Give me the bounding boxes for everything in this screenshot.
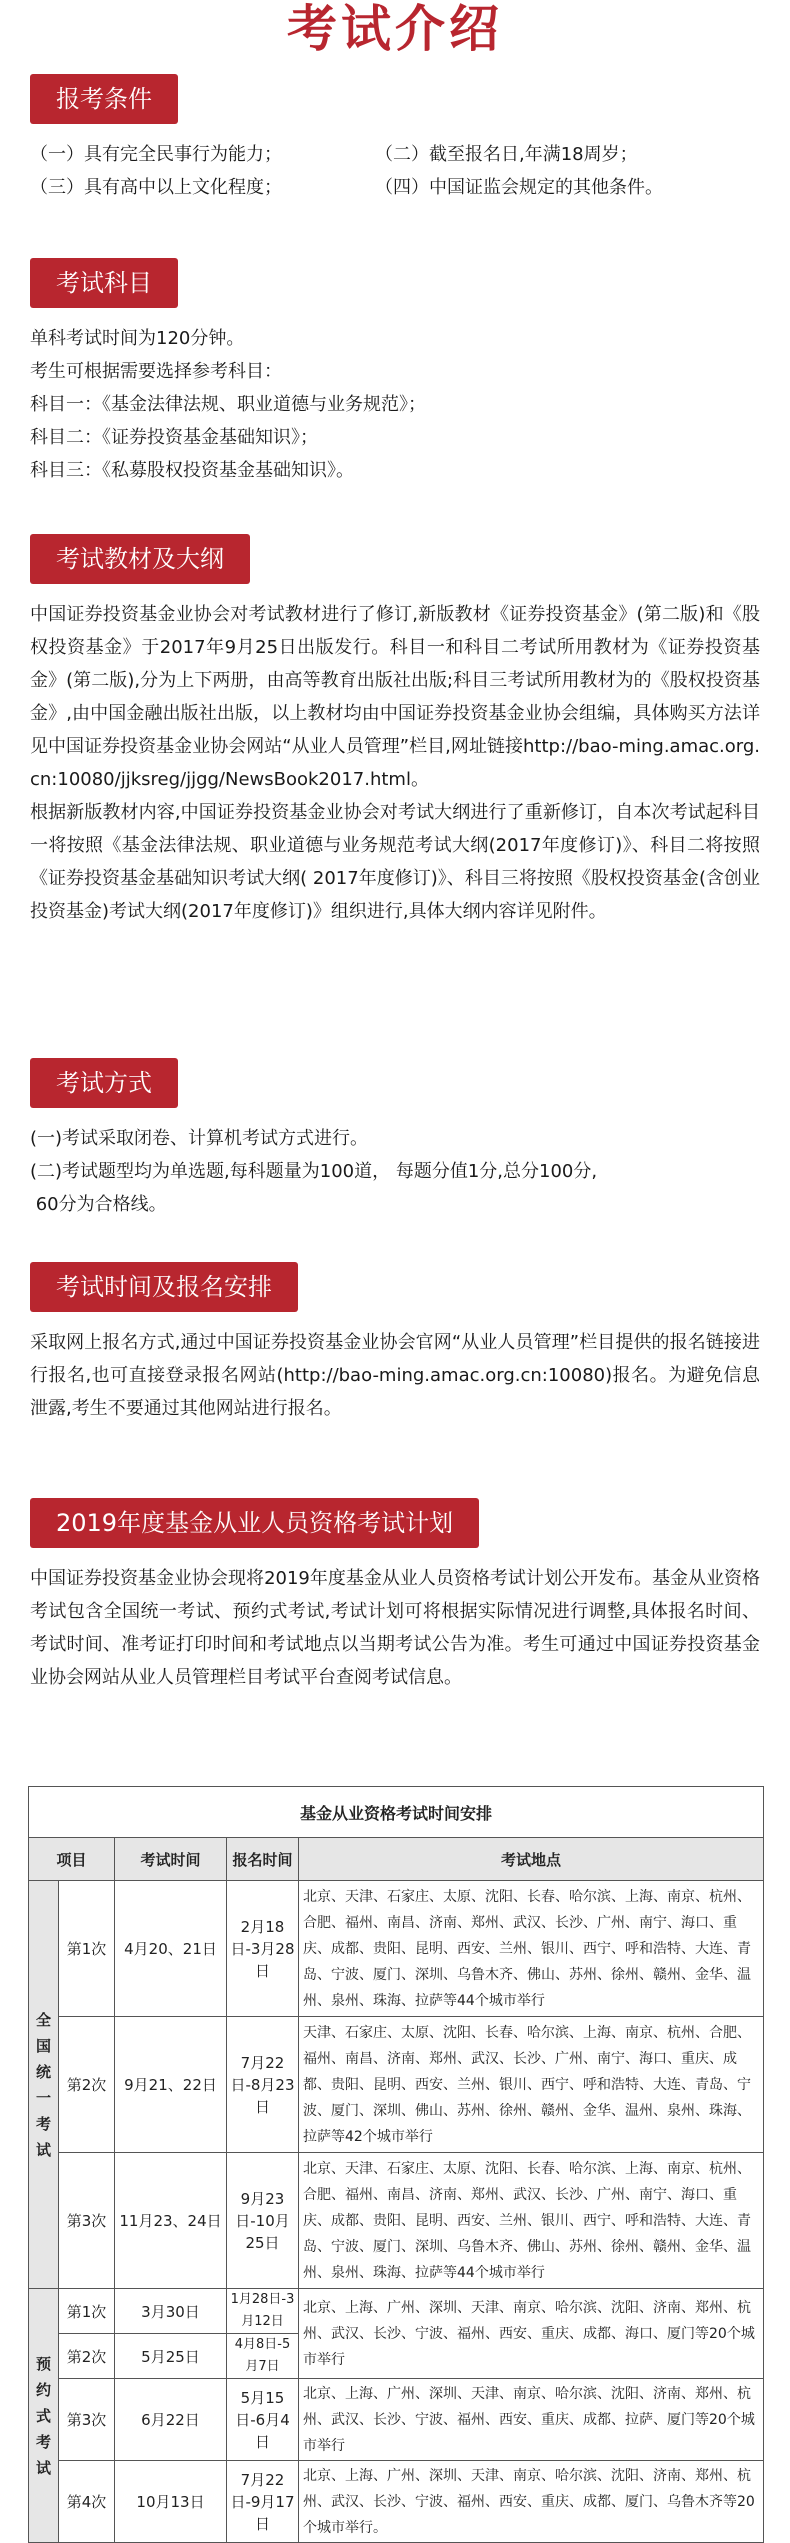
reg-time-cell: 7月22日-9月17日 — [227, 2461, 299, 2543]
session-cell: 第3次 — [59, 2153, 115, 2289]
method-section — [0, 1058, 790, 1221]
exam-time-cell: 11月23、24日 — [115, 2153, 227, 2289]
subjects-line: 单科考试时间为120分钟。 — [30, 328, 245, 349]
table-row — [29, 1881, 764, 2017]
materials-section — [0, 534, 790, 928]
session-cell: 第3次 — [59, 2379, 115, 2461]
page-title: 考试介绍 — [287, 0, 503, 58]
locations-cell: 北京、上海、广州、深圳、天津、南京、哈尔滨、沈阳、济南、郑州、杭州、武汉、长沙、宁波、福州、西安、重庆、成都、厦门、乌鲁木齐等20个城市举行。 — [299, 2461, 764, 2543]
conditions-row-1 — [30, 138, 720, 171]
plan-paragraph: 中国证券投资基金业协会现将2019年度基金从业人员资格考试计划公开发布。基金从业资格考试包含全国统一考试、预约式考试,考试计划可将根据实际情况进行调整,具体报名时间、考试时间、准考证打印时间和考试地点以当期考试公告为准。考生可通过中国证券投资基金业协会网站从业人员管理栏目考试平台查阅考试信息。 — [30, 1568, 760, 1688]
subjects-line: 科目三：《私募股权投资基金基础知识》。 — [30, 460, 354, 481]
table-row — [29, 2017, 764, 2153]
conditions-section — [0, 74, 750, 204]
method-line: (二)考试题型均为单选题,每科题量为100道， 每题分值1分,总分100分, — [30, 1161, 598, 1182]
condition-item: （一）具有完全民事行为能力； — [30, 144, 282, 165]
group-reservation: 预 约 式 考 试 — [29, 2289, 59, 2543]
plan-heading: 2019年度基金从业人员资格考试计划 — [30, 1498, 479, 1548]
locations-cell: 北京、天津、石家庄、太原、沈阳、长春、哈尔滨、上海、南京、杭州、合肥、福州、南昌、济南、郑州、武汉、长沙、广州、南宁、海口、重庆、成都、贵阳、昆明、西安、兰州、银川、西宁、呼和浩特、大连、青岛、宁波、厦门、深圳、乌鲁木齐、佛山、苏州、徐州、赣州、金华、温州、泉州、珠海、拉萨等44个城市举行 — [299, 1881, 764, 2017]
registration-paragraph: 采取网上报名方式,通过中国证券投资基金业协会官网“从业人员管理”栏目提供的报名链接进行报名,也可直接登录报名网站(http://bao-ming.amac.org.cn:10080)报名。为避免信息泄露,考生不要通过其他网站进行报名。 — [30, 1332, 760, 1419]
exam-time-cell: 6月22日 — [115, 2379, 227, 2461]
locations-cell: 天津、石家庄、太原、沈阳、长春、哈尔滨、上海、南京、杭州、合肥、福州、南昌、济南、郑州、武汉、长沙、广州、南宁、海口、重庆、成都、贵阳、昆明、西安、兰州、银川、西宁、呼和浩特、大连、青岛、宁波、厦门、深圳、佛山、苏州、徐州、赣州、金华、温州、泉州、珠海、拉萨等42个城市举行 — [299, 2017, 764, 2153]
subjects-line: 考生可根据需要选择参考科目： — [30, 361, 282, 382]
exam-schedule-table — [28, 1786, 764, 2543]
locations-cell: 北京、天津、石家庄、太原、沈阳、长春、哈尔滨、上海、南京、杭州、合肥、福州、南昌、济南、郑州、武汉、长沙、广州、南宁、海口、重庆、成都、贵阳、昆明、西安、兰州、银川、西宁、呼和浩特、大连、青岛、宁波、厦门、深圳、乌鲁木齐、佛山、苏州、徐州、赣州、金华、温州、泉州、珠海、拉萨等44个城市举行 — [299, 2153, 764, 2289]
registration-heading: 考试时间及报名安排 — [30, 1262, 298, 1312]
header-locations: 考试地点 — [299, 1838, 764, 1881]
condition-item: （四）中国证监会规定的其他条件。 — [375, 177, 663, 198]
materials-paragraph: 中国证券投资基金业协会对考试教材进行了修订,新版教材《证券投资基金》(第二版)和《股权投资基金》于2017年9月25日出版发行。科目一和科目二考试所用教材为《证券投资基金》(第二版),分为上下两册，由高等教育出版社出版;科目三考试所用教材为的《股权投资基金》,由中国金融出版社出版，以上教材均由中国证券投资基金业协会组编，具体购买方法详见中国证券投资基金业协会网站“从业人员管理”栏目,网址链接http://bao-ming.amac.org.cn:10080/jjksreg/jjgg/NewsBook2017.html。 — [30, 604, 760, 790]
reg-time-cell: 7月22日-8月23日 — [227, 2017, 299, 2153]
table-row — [29, 2379, 764, 2461]
exam-time-cell: 9月21、22日 — [115, 2017, 227, 2153]
subjects-line: 科目二：《证券投资基金基础知识》； — [30, 427, 318, 448]
materials-paragraph: 根据新版教材内容,中国证券投资基金业协会对考试大纲进行了重新修订，自本次考试起科目一将按照《基金法律法规、职业道德与业务规范考试大纲(2017年度修订)》、科目二将按照《证券投资基金基础知识考试大纲( 2017年度修订)》、科目三将按照《股权投资基金(含创业投资基金)考试大纲(2017年度修订)》组织进行,具体大纲内容详见附件。 — [30, 802, 760, 922]
schedule-caption: 基金从业资格考试时间安排 — [29, 1787, 764, 1838]
session-cell: 第1次 — [59, 1881, 115, 2017]
reg-time-cell: 2月18日-3月28日 — [227, 1881, 299, 2017]
group-national: 全 国 统 一 考 试 — [29, 1881, 59, 2289]
session-cell: 第2次 — [59, 2017, 115, 2153]
table-row — [29, 2461, 764, 2543]
reg-time-cell: 9月23日-10月25日 — [227, 2153, 299, 2289]
locations-cell: 北京、上海、广州、深圳、天津、南京、哈尔滨、沈阳、济南、郑州、杭州、武汉、长沙、宁波、福州、西安、重庆、成都、海口、厦门等20个城市举行 — [299, 2289, 764, 2379]
exam-time-cell: 5月25日 — [115, 2334, 227, 2379]
header-reg-time: 报名时间 — [227, 1838, 299, 1881]
reg-time-cell: 4月8日-5月7日 — [227, 2334, 299, 2379]
materials-heading: 考试教材及大纲 — [30, 534, 250, 584]
subjects-heading: 考试科目 — [30, 258, 178, 308]
session-cell: 第1次 — [59, 2289, 115, 2334]
method-line: (一)考试采取闭卷、计算机考试方式进行。 — [30, 1128, 369, 1149]
condition-item: （二）截至报名日,年满18周岁； — [375, 144, 638, 165]
method-heading: 考试方式 — [30, 1058, 178, 1108]
session-cell: 第4次 — [59, 2461, 115, 2543]
table-row — [29, 2289, 764, 2334]
exam-time-cell: 3月30日 — [115, 2289, 227, 2334]
reg-time-cell: 5月15日-6月4日 — [227, 2379, 299, 2461]
session-cell: 第2次 — [59, 2334, 115, 2379]
exam-time-cell: 4月20、21日 — [115, 1881, 227, 2017]
registration-section — [0, 1262, 790, 1425]
schedule-header-row — [29, 1838, 764, 1881]
condition-item: （三）具有高中以上文化程度； — [30, 177, 282, 198]
header-exam-time: 考试时间 — [115, 1838, 227, 1881]
locations-cell: 北京、上海、广州、深圳、天津、南京、哈尔滨、沈阳、济南、郑州、杭州、武汉、长沙、宁波、福州、西安、重庆、成都、拉萨、厦门等20个城市举行 — [299, 2379, 764, 2461]
conditions-row-2 — [30, 171, 720, 204]
method-line: 60分为合格线。 — [30, 1194, 167, 1215]
plan-section — [0, 1498, 790, 1694]
exam-time-cell: 10月13日 — [115, 2461, 227, 2543]
conditions-heading: 报考条件 — [30, 74, 178, 124]
reg-time-cell: 1月28日-3月12日 — [227, 2289, 299, 2334]
subjects-section — [0, 258, 456, 487]
subjects-line: 科目一：《基金法律法规、职业道德与业务规范》； — [30, 394, 426, 415]
table-row — [29, 2153, 764, 2289]
header-item: 项目 — [29, 1838, 115, 1881]
